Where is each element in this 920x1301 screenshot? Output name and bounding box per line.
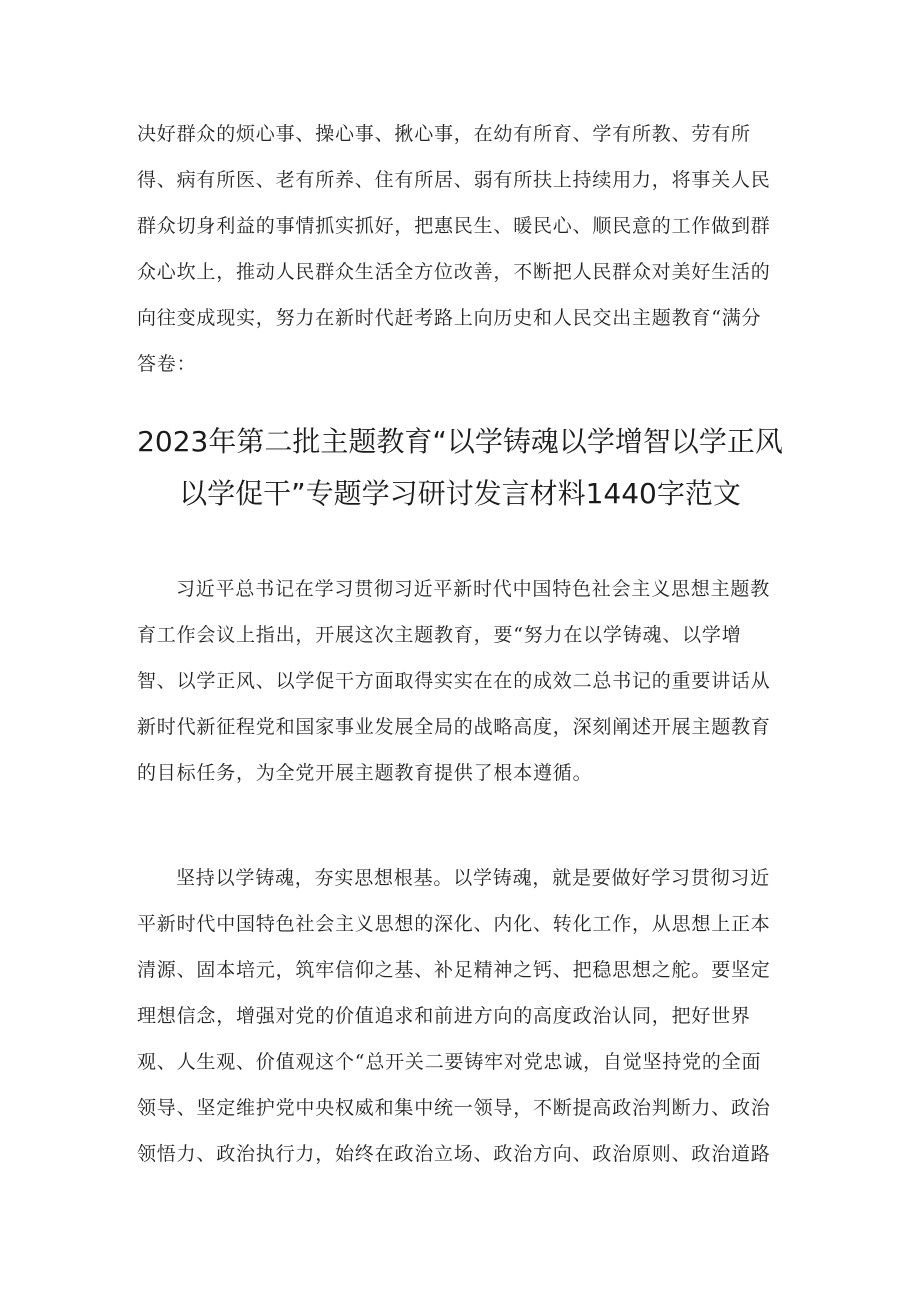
paragraph-line: 领导、坚定维护党中央权威和集中统一领导，不断提高政治判断力、政治 (137, 1097, 771, 1119)
intro-line: 答卷： (137, 353, 197, 375)
paragraph-line: 新时代新征程党和国家事业发展全局的战略高度，深刻阐述开展主题教育 (137, 716, 771, 738)
paragraph-line: 习近平总书记在学习贯彻习近平新时代中国特色社会主义思想主题教 (176, 578, 771, 600)
paragraph-line: 领悟力、政治执行力，始终在政治立场、政治方向、政治原则、政治道路 (137, 1143, 771, 1165)
paragraph-line: 观、人生观、价值观这个“总开关二要铸牢对党忠诚，自觉坚持党的全面 (137, 1051, 762, 1073)
document-title-line: 2023年第二批主题教育“以学铸魂以学增智以学正风 (137, 425, 783, 458)
intro-line: 群众切身利益的事情抓实抓好，把惠民生、暖民心、顺民意的工作做到群 (137, 215, 771, 237)
intro-line: 向往变成现实，努力在新时代赶考路上向历史和人民交出主题教育“满分 (137, 307, 762, 329)
paragraph-line: 育工作会议上指出，开展这次主题教育，要“努力在以学铸魂、以学增 (137, 624, 742, 646)
paragraph-line: 坚持以学铸魂，夯实思想根基。以学铸魂，就是要做好学习贯彻习近 (176, 867, 771, 889)
intro-line: 众心坎上，推动人民群众生活全方位改善，不断把人民群众对美好生活的 (137, 261, 771, 283)
paragraph-line: 的目标任务，为全党开展主题教育提供了根本遵循。 (137, 762, 593, 784)
paragraph-line: 智、以学正风、以学促干方面取得实实在在的成效二总书记的重要讲话从 (137, 670, 771, 692)
document-title-line: 以学促干”专题学习研讨发言材料1440字范文 (179, 477, 741, 510)
paragraph-line: 清源、固本培元，筑牢信仰之基、补足精神之钙、把稳思想之舵。要坚定 (137, 959, 771, 981)
intro-line: 得、病有所医、老有所养、住有所居、弱有所扶上持续用力，将事关人民 (137, 169, 771, 191)
intro-line: 决好群众的烦心事、操心事、揪心事，在幼有所育、学有所教、劳有所 (137, 123, 751, 145)
paragraph-line: 平新时代中国特色社会主义思想的深化、内化、转化工作，从思想上正本 (137, 913, 771, 935)
paragraph-line: 理想信念，增强对党的价值追求和前进方向的高度政治认同，把好世界 (137, 1005, 751, 1027)
